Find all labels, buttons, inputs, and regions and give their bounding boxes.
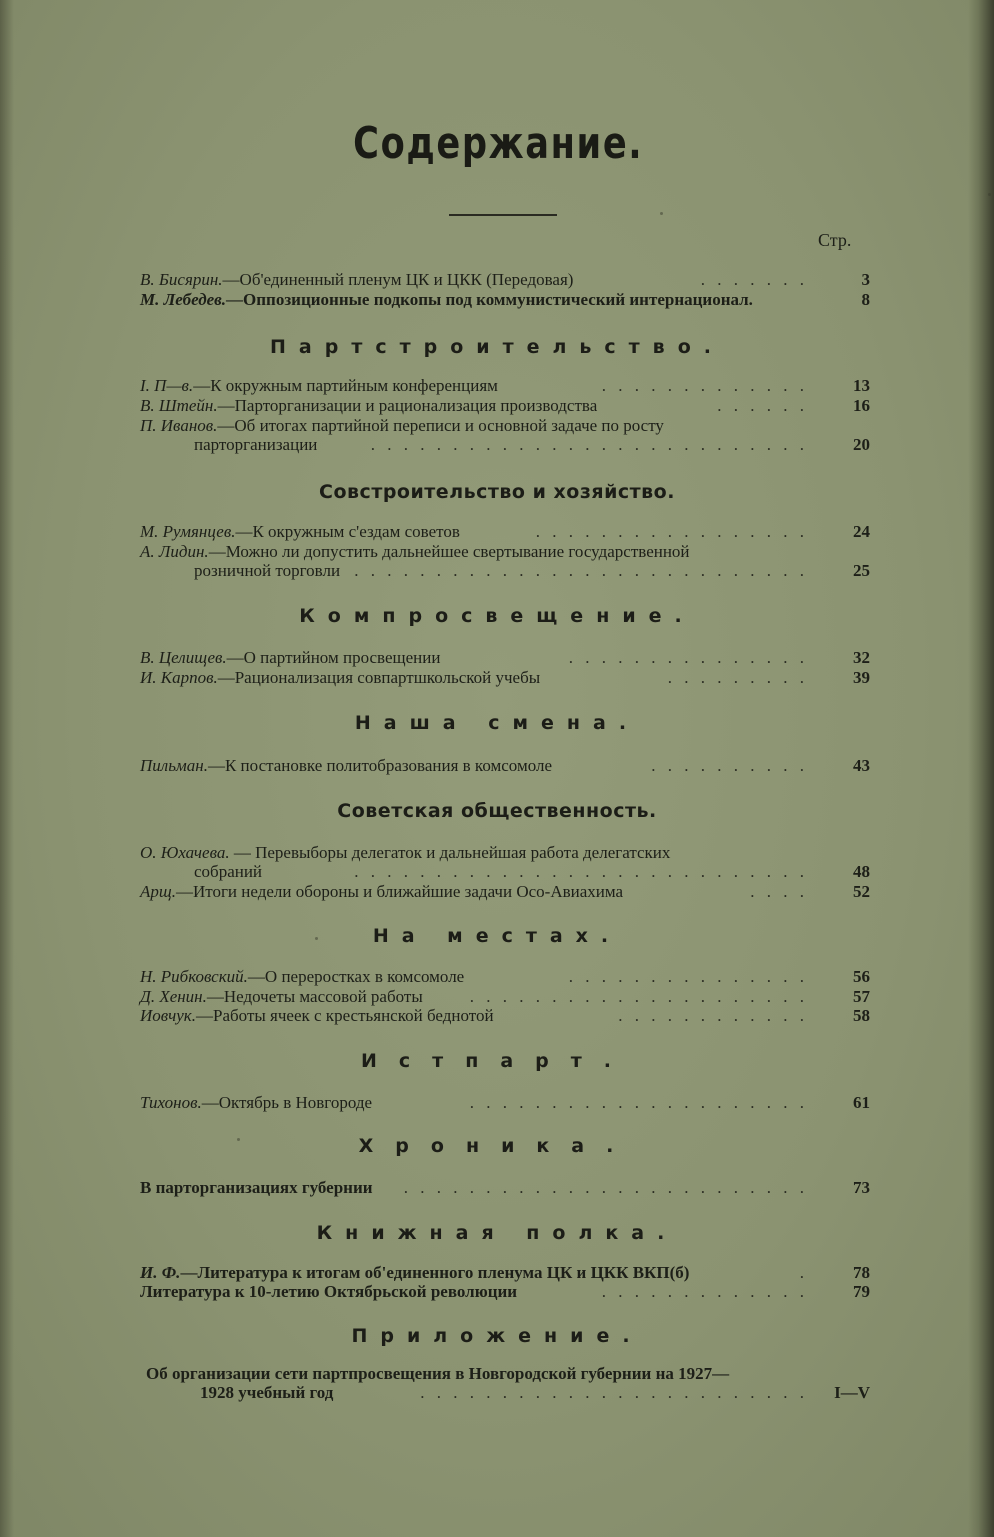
entry-page: 78 (853, 1263, 870, 1282)
leader-dots: . . . . . . . . . . . . . . . . . . . . . . . . . . . . (354, 561, 808, 580)
entry-author: Д. Хенин. (140, 987, 207, 1006)
entry-title: Об организации сети партпросвещения в Новгородской губернии на 1927— (146, 1364, 730, 1383)
entry-page: 48 (853, 862, 870, 881)
section-heading: Наша смена. (354, 712, 640, 734)
entry-author: В. Целищев. (140, 648, 227, 667)
entry-author: И. Карпов. (140, 668, 218, 687)
toc-entry (140, 522, 870, 541)
leader-dots: . . . . . . . . . . . . . . . . . . . . . . . . (420, 1383, 808, 1402)
entry-title-continued: собраний (194, 862, 263, 881)
entry-title: —Рационализация совпартшкольской учебы (217, 668, 541, 687)
entry-page: 57 (853, 987, 870, 1006)
toc-entry (140, 270, 870, 289)
toc-entry (140, 1178, 870, 1197)
entry-title: —Можно ли допустить дальнейшее свертывание государственной (208, 542, 690, 561)
entry-page: 24 (853, 522, 870, 541)
section-heading: Партстроительство. (270, 336, 724, 358)
entry-title: —Недочеты массовой работы (206, 987, 423, 1006)
entry-author: О. Юхачева. (140, 843, 230, 862)
entry-author: А. Лидин. (140, 542, 209, 561)
toc-entry (140, 416, 870, 454)
leader-dots: . . . . . . . . . . . . . . . . . . . . . . . . . . . . (354, 862, 808, 881)
toc-entry (140, 1006, 870, 1025)
entry-page: 43 (853, 756, 870, 775)
entry-title-continued: розничной торговли (194, 561, 341, 580)
entry-title: —О партийном просвещении (226, 648, 441, 667)
entry-page: 3 (861, 270, 870, 289)
entry-title: В парторганизациях губернии (140, 1178, 373, 1197)
leader-dots: . . . . . . . . . . . . . . . . . . . . . . . . . (403, 1178, 808, 1197)
entry-author: Пильман. (140, 756, 208, 775)
section-heading: Советская общественность. (337, 800, 657, 822)
section-heading: На местах. (372, 925, 622, 947)
entry-author: В. Бисярин. (140, 270, 223, 289)
entry-page: 39 (853, 668, 870, 687)
toc-entry (140, 1282, 870, 1301)
entry-page: 20 (853, 435, 870, 454)
leader-dots: . . . . . . . . . (667, 668, 808, 687)
leader-dots: . . . . . . . (700, 270, 808, 289)
entry-title: —Литература к итогам об'единенного пленума ЦК и ЦКК ВКП(б) (180, 1263, 690, 1282)
entry-author: М. Румянцев. (140, 522, 236, 541)
toc-entry (140, 882, 870, 901)
leader-dots: . . . . . . . . . . . . . . . (568, 967, 808, 986)
toc-entry (140, 987, 870, 1006)
toc-entry (146, 1364, 870, 1402)
entry-title: —Итоги недели обороны и ближайшие задачи Осо-Авиахима (175, 882, 624, 901)
leader-dots: . . . . . . . . . . (651, 756, 808, 775)
toc-entry (140, 756, 870, 775)
section-heading: Компросвещение. (299, 605, 695, 627)
toc-entry (140, 376, 870, 395)
entry-author: П. Иванов. (140, 416, 218, 435)
entry-page: 61 (853, 1093, 870, 1112)
page-edge-right (968, 0, 994, 1537)
entry-author: Иовчук. (140, 1006, 197, 1025)
leader-dots: . . . . . . . . . . . . . . . . . . . . . (469, 1093, 808, 1112)
entry-page: 16 (853, 396, 870, 415)
entry-title: —К окружным партийным конференциям (193, 376, 498, 395)
entry-author: Н. Рибковский. (140, 967, 248, 986)
entry-title: —Оппозиционные подкопы под коммунистический интернационал. (226, 290, 753, 309)
leader-dots: . . . . . . . . . . . . (618, 1006, 808, 1025)
entry-title: —К постановке политобразования в комсомоле (207, 756, 553, 775)
entry-page: 32 (853, 648, 870, 667)
leader-dots: . . . . . . . . . . . . . . . (568, 648, 808, 667)
toc-entry (140, 668, 870, 687)
toc-entry (140, 967, 870, 986)
entry-title: —О переростках в комсомоле (247, 967, 465, 986)
section-heading: Книжная полка. (316, 1222, 678, 1244)
title-divider (449, 214, 557, 216)
section-heading: Приложение. (351, 1325, 643, 1347)
page-edge-left (0, 0, 14, 1537)
entry-title: —К окружным с'ездам советов (235, 522, 460, 541)
leader-dots: . . . . . . (717, 396, 808, 415)
entry-page: I—V (834, 1383, 870, 1402)
entry-title: —Работы ячеек с крестьянской беднотой (196, 1006, 494, 1025)
entry-title-continued: 1928 учебный год (200, 1383, 334, 1402)
entry-page: 52 (853, 882, 870, 901)
leader-dots: . (799, 1263, 808, 1282)
toc-entry (140, 1093, 870, 1112)
entry-title: —Парторганизации и рационализация производства (217, 396, 598, 415)
paper-speck (315, 937, 318, 940)
leader-dots: . . . . (750, 882, 808, 901)
entry-page: 13 (853, 376, 870, 395)
entry-title: —Об'единенный пленум ЦК и ЦКК (Передовая) (222, 270, 574, 289)
entry-author: I. П—в. (140, 376, 194, 395)
entry-page: 8 (861, 290, 870, 309)
page-title: Содержание. (353, 118, 644, 169)
leader-dots: . . . . . . . . . . . . . (601, 376, 808, 395)
toc-entry (140, 396, 870, 415)
entry-title: —Об итогах партийной переписи и основной задаче по росту (217, 416, 664, 435)
section-heading: Истпарт. (361, 1050, 633, 1072)
entry-page: 25 (853, 561, 870, 580)
entry-title: — Перевыборы делегаток и дальнейшая работа делегатских (229, 843, 671, 862)
entry-title: —Октябрь в Новгороде (201, 1093, 373, 1112)
section-heading: Совстроительство и хозяйство. (319, 481, 675, 503)
section-heading: Хроника. (358, 1135, 636, 1157)
entry-author: Арщ. (140, 882, 176, 901)
toc-entry (140, 290, 870, 309)
paper-speck (988, 193, 991, 196)
paper-speck (660, 212, 663, 215)
entry-author: В. Штейн. (140, 396, 218, 415)
entry-title: Литература к 10-летию Октябрьской революции (140, 1282, 518, 1301)
toc-entry (140, 843, 870, 881)
toc-entry (140, 1263, 870, 1282)
leader-dots: . . . . . . . . . . . . . (601, 1282, 808, 1301)
entry-author: И. Ф. (140, 1263, 181, 1282)
toc-entry (140, 648, 870, 667)
entry-page: 79 (853, 1282, 870, 1301)
entry-page: 73 (853, 1178, 870, 1197)
entry-author: Тихонов. (140, 1093, 202, 1112)
entry-author: М. Лебедев. (140, 290, 227, 309)
entry-page: 58 (853, 1006, 870, 1025)
entry-page: 56 (853, 967, 870, 986)
entry-title-continued: парторганизации (194, 435, 318, 454)
leader-dots: . . . . . . . . . . . . . . . . . . . . . . . . . . . (370, 435, 808, 454)
leader-dots: . . . . . . . . . . . . . . . . . . . . . (469, 987, 808, 1006)
pages-column-label: Стр. (818, 230, 852, 250)
leader-dots: . . . . . . . . . . . . . . . . . (535, 522, 808, 541)
paper-speck (237, 1138, 240, 1141)
toc-entry (140, 542, 870, 580)
